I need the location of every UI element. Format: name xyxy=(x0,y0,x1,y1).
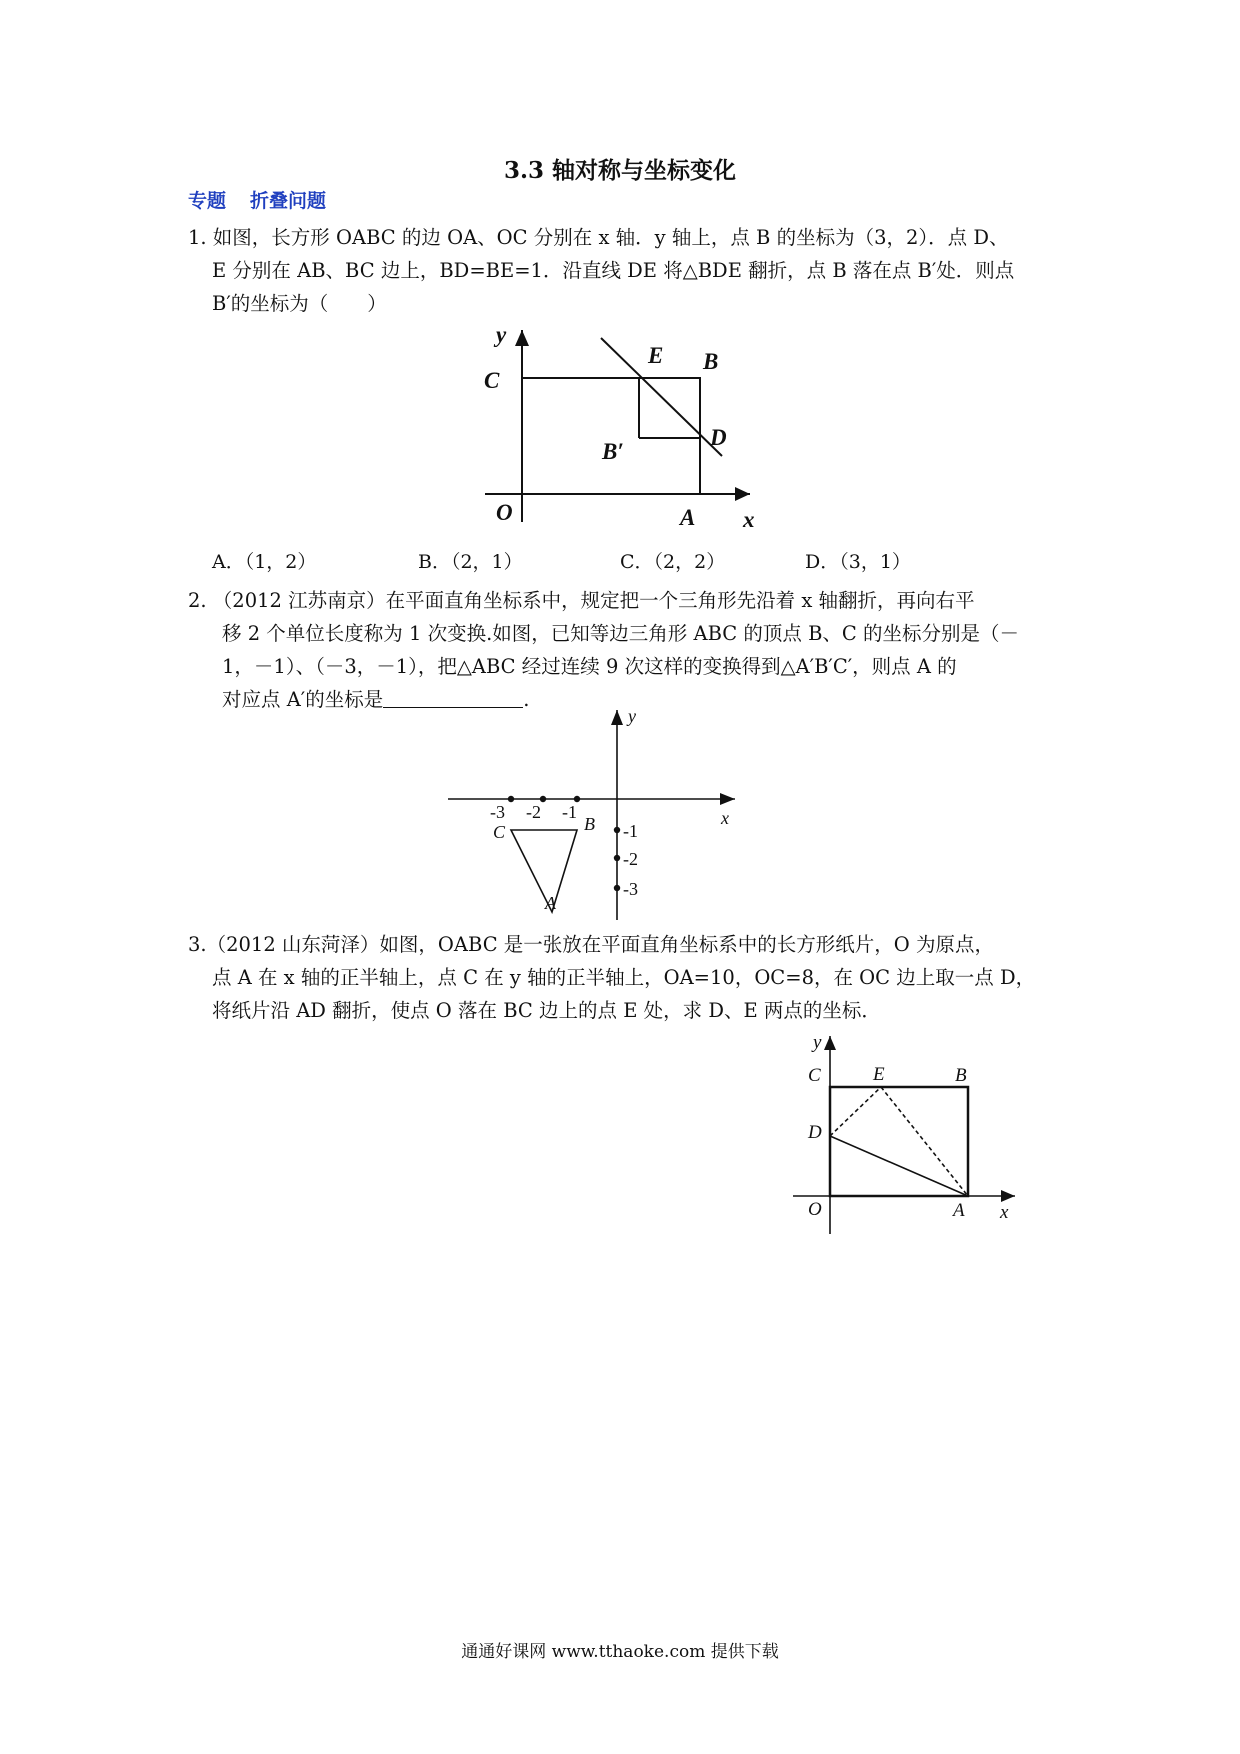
q3-y-arrow xyxy=(824,1036,836,1050)
q3-line-3: 将纸片沿 AD 翻折，使点 O 落在 BC 边上的点 E 处，求 D、E 两点的坐标． xyxy=(212,999,881,1022)
q2-line-3: 1，－1）、（－3，－1），把△ABC 经过连续 9 次这样的变换得到△A′B′C′，则点 A 的 xyxy=(222,655,957,678)
q1-label-y: y xyxy=(496,322,507,347)
footer-text: 通通好课网 www.tthaoke.com 提供下载 xyxy=(461,1642,779,1662)
q1-x-arrow xyxy=(735,487,750,501)
q1-label-b: B xyxy=(703,349,719,374)
q1-label-bprime: B′ xyxy=(602,439,624,464)
q2-label-a: A xyxy=(545,893,556,913)
q2-label-c: C xyxy=(493,822,506,842)
q2-tick-x-3: -3 xyxy=(490,802,505,822)
q2-line-4-end: . xyxy=(523,688,530,711)
q1-rectangle xyxy=(522,378,700,494)
q3-label-b: B xyxy=(955,1065,967,1086)
q1-label-x: x xyxy=(743,507,755,532)
q3-x-arrow xyxy=(1001,1190,1015,1202)
topic-heading xyxy=(188,186,326,213)
q3-label-x: x xyxy=(1000,1202,1009,1223)
q2-label-b: B xyxy=(584,814,595,834)
q2-y-arrow xyxy=(611,710,623,725)
q3-label-e: E xyxy=(873,1064,885,1085)
q3-label-a: A xyxy=(953,1200,965,1221)
q1-line-1: 1. 如图，长方形 OABC 的边 OA、OC 分别在 x 轴．y 轴上，点 B 的坐标为（3，2）．点 D、 xyxy=(188,226,1009,249)
q3-line-2: 点 A 在 x 轴的正半轴上，点 C 在 y 轴的正半轴上，OA=10，OC=8，在 OC 边上取一点 D， xyxy=(212,966,1036,989)
q2-figure xyxy=(440,700,760,930)
q1-label-e: E xyxy=(648,343,664,368)
page-title: 3.3 轴对称与坐标变化 xyxy=(503,157,737,184)
q1-option-d: D．（3，1） xyxy=(805,551,911,573)
q1-option-b: B．（2，1） xyxy=(418,551,523,573)
q3-dashed-de xyxy=(830,1087,881,1136)
topic-name: 折叠问题 xyxy=(250,190,327,212)
q3-rectangle xyxy=(830,1087,968,1196)
q3-label-o: O xyxy=(808,1199,822,1220)
q2-line-2: 移 2 个单位长度称为 1 次变换.如图，已知等边三角形 ABC 的顶点 B、C 的坐标分别是（－ xyxy=(222,622,1020,645)
q1-y-arrow xyxy=(515,330,529,346)
q1-option-a: A．（1，2） xyxy=(212,551,317,573)
q2-tick-y-2: -2 xyxy=(623,849,638,869)
q3-figure xyxy=(785,1025,1025,1240)
q3-label-c: C xyxy=(808,1065,821,1086)
q2-triangle-abc xyxy=(511,830,577,912)
q3-label-y: y xyxy=(813,1032,822,1053)
q3-line-da xyxy=(830,1136,968,1196)
q2-label-y: y xyxy=(628,706,636,726)
q1-label-o: O xyxy=(496,500,513,525)
q1-label-a: A xyxy=(680,505,696,530)
topic-label: 专题 xyxy=(188,190,227,212)
q2-tick-x-1: -1 xyxy=(562,802,577,822)
q3-dashed-ea xyxy=(881,1087,968,1196)
q1-line-3: B′的坐标为（ ） xyxy=(212,292,387,315)
q3-label-d: D xyxy=(808,1122,822,1143)
q2-tick-y-1: -1 xyxy=(623,821,638,841)
q1-option-c: C．（2，2） xyxy=(620,551,726,573)
q2-tick-x-2: -2 xyxy=(526,802,541,822)
q2-line-4-text: 对应点 A′的坐标是 xyxy=(222,688,384,711)
q3-line-1: 3.（2012 山东菏泽）如图，OABC 是一张放在平面直角坐标系中的长方形纸片，O 为原点， xyxy=(188,933,994,956)
q1-figure xyxy=(480,315,780,535)
q1-line-2: E 分别在 AB、BC 边上，BD=BE=1．沿直线 DE 将△BDE 翻折，点 B 落在点 B′处．则点 xyxy=(212,259,1015,282)
q1-label-c: C xyxy=(484,368,500,393)
q2-label-x: x xyxy=(721,808,729,828)
q2-x-arrow xyxy=(720,793,735,805)
q1-label-d: D xyxy=(710,425,727,450)
q2-line-1: 2. （2012 江苏南京）在平面直角坐标系中，规定把一个三角形先沿着 x 轴翻折，再向右平 xyxy=(188,589,975,612)
q2-tick-y-3: -3 xyxy=(623,879,638,899)
